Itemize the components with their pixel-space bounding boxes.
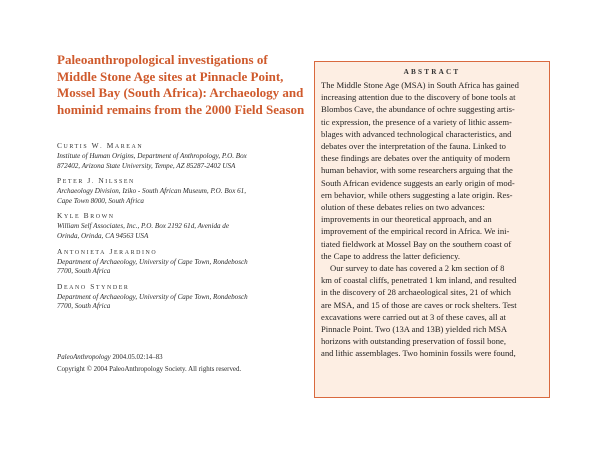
abstract-line: the Cape to address the latter deficiency. — [321, 250, 461, 261]
abstract-line: increasing attention due to the discovery of bone tools at — [321, 92, 516, 103]
abstract-line: are MSA, and 15 of those are caves or rock shelters. Test — [321, 299, 517, 310]
title-line: Mossel Bay (South Africa): Archaeology and — [57, 85, 304, 100]
abstract-line: The Middle Stone Age (MSA) in South Africa has gained — [321, 80, 519, 90]
author-block — [57, 141, 307, 171]
paper-title — [57, 52, 305, 118]
affiliation-line: Department of Archaeology, University of Cape Town, Rondebosch — [57, 292, 248, 301]
abstract-line: Pinnacle Point. Two (13A and 13B) yielded rich MSA — [321, 324, 508, 335]
abstract-line: improvement of the empirical record in Africa. We ini- — [321, 226, 510, 237]
affiliation-line: Department of Archaeology, University of Cape Town, Rondebosch — [57, 257, 248, 266]
author-name: CURTIS W. MAREAN — [57, 141, 144, 150]
copyright-notice: Copyright © 2004 PaleoAnthropology Society. All rights reserved. — [57, 365, 242, 373]
title-line: Middle Stone Age sites at Pinnacle Point, — [57, 68, 284, 84]
author-block — [57, 176, 307, 206]
author-name: KYLE BROWN — [57, 211, 115, 221]
abstract-line: tiated fieldwork at Mossel Bay on the southern coast of — [321, 238, 512, 249]
author-block — [57, 282, 307, 312]
journal-citation — [57, 352, 241, 364]
abstract-body — [321, 79, 545, 360]
author-affiliation — [57, 293, 307, 312]
affiliation-line: 872402, Arizona State University, Tempe, AZ 85287-2402 USA — [57, 161, 236, 170]
abstract-line: km of coastal cliffs, penetrated 1 km inland, and resulted — [321, 275, 517, 286]
abstract-box — [314, 61, 550, 398]
abstract-line: horizons with outstanding preservation of fossil bone, — [321, 336, 506, 347]
abstract-line: debates over the interpretation of the fauna. Linked to — [321, 141, 506, 152]
abstract-line: Blombos Cave, the abundance of ochre suggesting artis- — [321, 104, 515, 115]
abstract-line: these findings are debates over the antiquity of modern — [321, 153, 511, 164]
author-name: ANTONIETA JERARDINO — [57, 246, 158, 256]
affiliation-line: Cape Town 8000, South Africa — [57, 196, 144, 205]
journal-name: PaleoAnthropology — [57, 354, 111, 361]
journal-issue: 2004.05.02:14–83 — [110, 354, 163, 361]
citation-block — [57, 352, 241, 375]
author-affiliation — [57, 187, 307, 206]
abstract-line: tic expression, the presence of a variety of lithic assem- — [321, 116, 512, 127]
abstract-line: and lithic assemblages. Two hominin fossils were found, — [321, 348, 516, 359]
abstract-line: ern behavior, while others suggesting a late origin. Res- — [321, 189, 513, 200]
author-name: PETER J. NILSSEN — [57, 176, 135, 186]
affiliation-line: William Self Associates, Inc., P.O. Box 2192 61d, Avenida de — [57, 222, 230, 231]
affiliation-line: Archaeology Division, Iziko - South African Museum, P.O. Box 61, — [57, 187, 247, 196]
author-affiliation — [57, 258, 307, 277]
abstract-line: in the discovery of 28 archaeological sites, 21 of which — [321, 287, 511, 298]
abstract-line: excavations were carried out at 3 of these caves, all at — [321, 311, 506, 322]
title-line: Paleoanthropological investigations of — [57, 52, 268, 67]
abstract-heading: ABSTRACT — [403, 68, 461, 76]
title-line: hominid remains from the 2000 Field Season — [57, 101, 305, 117]
abstract-line: blages with advanced technological characteristics, and — [321, 128, 512, 139]
abstract-line: Our survey to date has covered a 2 km section of 8 — [330, 263, 505, 274]
author-list — [57, 141, 307, 317]
abstract-line: olution of these debates relies on two advances: — [321, 202, 485, 213]
author-affiliation — [57, 152, 307, 171]
affiliation-line: 7700, South Africa — [57, 267, 111, 276]
author-name: DEANO STYNDER — [57, 281, 130, 291]
abstract-line: South African evidence suggests an early origin of mod- — [321, 177, 515, 188]
author-affiliation — [57, 222, 307, 241]
abstract-line: improvements in our theoretical approach, and an — [321, 214, 492, 225]
affiliation-line: Institute of Human Origins, Department of Anthropology, P.O. Box — [57, 152, 247, 160]
affiliation-line: Orinda, Orinda, CA 94563 USA — [57, 231, 149, 240]
author-block — [57, 211, 307, 241]
affiliation-line: 7700, South Africa — [57, 302, 111, 311]
author-block — [57, 247, 307, 277]
abstract-line: human behavior, with some researchers arguing that the — [321, 165, 513, 176]
